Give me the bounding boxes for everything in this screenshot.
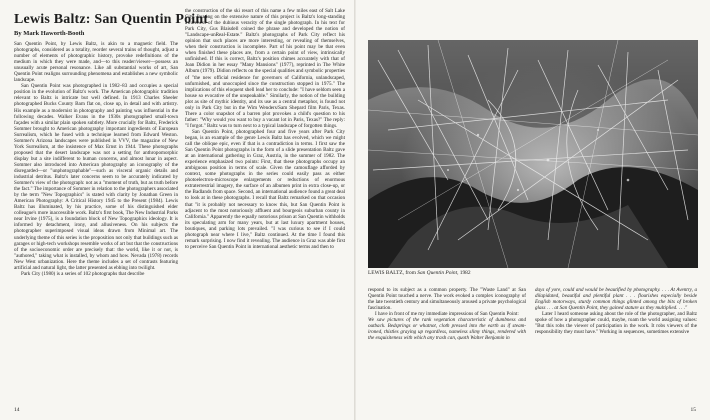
text-column-4 [535, 287, 697, 407]
caption-year: , 1982 [457, 270, 471, 276]
block-quote: days of yore, could and would be beautified by photography. . . . At Aventry, a dilapidated, beautiful and plentiful plant . . . flourishes especially beside English motorways, sturdy common things glinted among the bits of broken glass . . . at San Quentin Point, they gained stature as they multiplied. . . ." [535, 287, 697, 312]
block-quote: We saw pictures of the rank vegetation characteristic of dumbness and outback. Bedsprings or whatnot, cloth pressed into the earth as if steam-ironed, thistles graying up regardless, nameless slimy things, rendered with the exquisiteness with which any trash can, quoth Walter Benjamin in [368, 317, 526, 342]
page-number-left: 14 [14, 407, 20, 413]
caption-artist: LEWIS BALTZ, [368, 270, 405, 276]
paragraph: San Quentin Point, photographed four and five years after Park City began, is an example of the genre Lewis Baltz has evolved, which we might call the oblique epic, even if that is a contradiction in terms. I first saw the San Quentin Point photographs in the form of a slide presentation Baltz gave at an international gathering in Graz, Austria, in the summer of 1982. The experience emphasized two points: First, that these photographs occupy an ambiguous position in terms of scale. Given the camouflage afforded by context, some photographs in the series could easily pass as either photoelectron-microscope enlargements or reductions of enormous extraterrestrial imagery, the surface of an albumen print in extra close-up, or the Badlands from space. Second, an international audience found a great deal to look at in these photographs. I recall that Baltz remarked on that occasion that "it is probably not necessary to know this, but San Quentin Point is adjacent to the most notoriously affluent and bourgeois suburban county in California." Apparently the equally notorious prison at San Quentin withholds its speculating arm for many years, but at last luxury apartment houses, boutiques, and parking lots prevailed. "I was curious to see if I could photograph near where I live," Baltz continued. At the time I found this remark surprising. I now find it revealing. The audience in Graz was able first to perceive San Quentin Point in international aesthetic terms and then to [185, 128, 345, 250]
paragraph: I have in front of me my immediate impressions of San Quentin Point: [375, 311, 519, 318]
article-byline: By Mark Haworth-Booth [14, 30, 85, 37]
text-column-2 [185, 8, 345, 403]
paragraph: San Quentin Point was photographed in 1982–83 and occupies a special position in the evolution of Baltz's work. The American photographic tradition relevant to Baltz is intricate but well defined. In 1913 Charles Sheeler photographed Bucks County Barn flat on, close up, in detail and with artistry. His example as a modernist in photography and painting was influential in the following decades. Walker Evans in the 1930s photographed small-town façades with a similar plain spoken subtlety. More crucially for Baltz, Frederick Sommer brought to American photography important ingredients of European Surrealism, which he fused with a technique learned from Edward Weston. Sommer's Arizona landscapes were published in VVV, the magazine of New York Surrealism, at the insistence of Max Ernst in 1944. These photographs proposed that the desert landscape was not a setting for anthropomorphic display but a site indifferent to human concerns, and almost lunar in aspect. Sommer also introduced into American photography an iconography of the disregarded—or "unphotographable"—such as visceral organic details and industrial detritus. Baltz's later concerns seem to be accurately indicated by Sommer's view of the photograph: not as a "moment of truth, but as truth before the fact." The importance of Sommer in relation to the photographers associated by the term "New Topographics" is stated with clarity by Jonathan Green in American Photography: A Critical History 1945 to the Present (1984). Lewis Baltz has illuminated, by his practice, some of his distinguished elder colleague's more inaccessible work. Baltz's first book, The New Industrial Parks near Irvine (1975), is a foundation block of New Topographics ideology. It is informed by detachment, irony, and allusiveness. On his subjects the photographer superimposed visual ideas drawn from Minimal art. The underlying theme of this series is the proposition not only that buildings such as garages or high-tech workshops resemble works of art but that the constructions of the socioeconomic order are precisely that: the world, like it or not, is "authored," taking what is installed, by whom and how. Nevada (1978) records New West urbanization. Here the theme includes a set of contrasts featuring artificial and natural light, the latter presented as ebbing into twilight. [14, 83, 178, 271]
photo-caption [368, 270, 471, 276]
page-number-right: 15 [690, 407, 696, 413]
paragraph: the construction of the ski resort of this name a few miles east of Salt Lake City. Bearing on the extensive nature of this project is Baltz's long-standing awareness of the dubious veracity of the single photograph. In his text for Park City, Gus Blaisdell coined the phrase and developed the notion of "Landscape-unReal-Estate." Baltz's photographs of Park City reflect his opinion that such places are more interesting, or revealing of themselves, when their construction is incomplete. Part of his point may be that even when finished these places are, from a certain point of view, intrinsically unfinished. If this is correct, Baltz's position chimes accurately with that of Joan Didion in her essay "Many Mansions" (1977), reprinted in The White Album (1979). Didion reflects on the special qualities and symbolic properties of "the new official residence for governors of California, unlandscaped, unfurnished, and unoccupied since the construction stopped in 1975." The implications of this eloquent shell lead her to conclude: "I have seldom seen a house so evocative of the unspeakable." Similarly, the notion of the building plot as site of mythic identity, and its use as a central metaphor, is found not only in Park City but in the Wim Wenders/Sam Shepard film Paris, Texas. There a color snapshot of a barren plot provokes a child's question to his father: "Why would you want to buy a vacant lot in Paris, Texas?" The reply: "I forgot." Baltz was to turn next to a typical landscape of forgotten things. [185, 8, 345, 129]
paragraph: San Quentin Point, by Lewis Baltz, is akin to a magnetic field. The photographs, considered as a totality, reorder several trains of thought, adjust a number of elements of photographic history, provoke redefinitions of the medium in which they were made, and—to this reader/viewer—possess an unusually acute personal resonance. Like all substantial works of art, San Quentin Point realigns surrounding phenomena and establishes a new symbolic landscape. [14, 41, 178, 84]
article-title: Lewis Baltz: San Quentin Point [14, 12, 209, 27]
text-column-3 [368, 287, 526, 407]
text-column-1 [14, 41, 178, 403]
paragraph: respond to its subject as a common property. The "Waste Land" at San Quentin Point touched a nerve. The work evoked a complex iconography of the late twentieth century and simultaneously aroused a private psychological fascination. [368, 287, 526, 312]
landscape-photograph [368, 40, 698, 268]
page-gutter [354, 0, 356, 420]
paragraph: Park City (1980) is a series of 102 photographs that describe [21, 270, 145, 277]
paragraph: Later I heard someone asking about the role of the photographer, and Baltz spoke of how a photographer could, maybe, roam the world assigning values: "But this robs the viewer of participation in the work. It robs viewers of the responsibility they must have." Working in sequences, sometimes extensive [535, 311, 697, 336]
caption-title: San Quentin Point [417, 270, 458, 276]
photo-image [368, 40, 698, 268]
caption-from: from [405, 270, 416, 276]
